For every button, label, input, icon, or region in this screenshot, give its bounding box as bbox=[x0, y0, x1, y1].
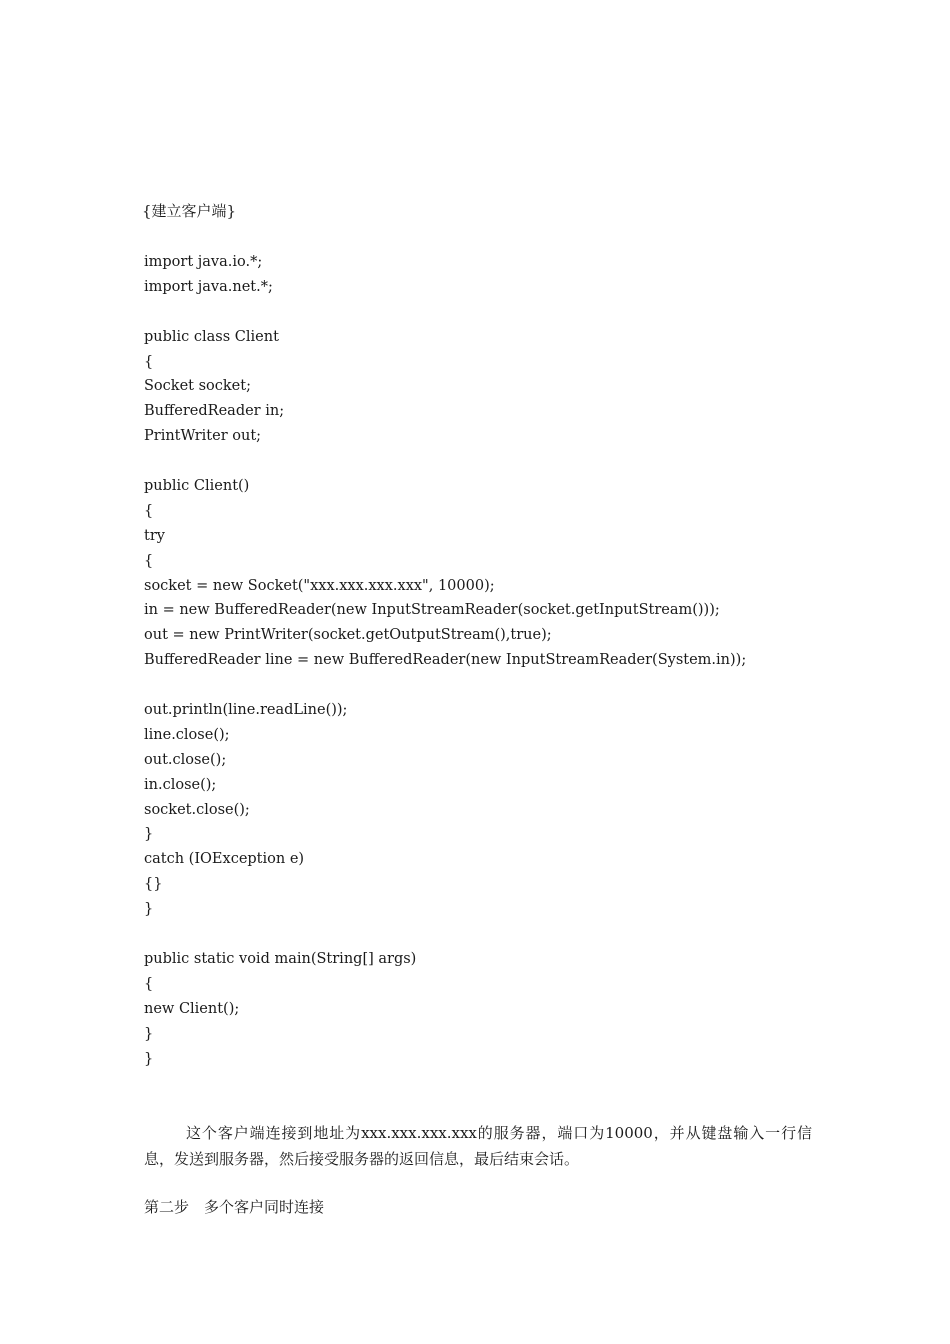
code-line: } bbox=[144, 826, 154, 843]
code-line: { bbox=[144, 552, 154, 569]
code-line: import java.net.*; bbox=[144, 278, 273, 295]
code-line: {} bbox=[144, 876, 163, 893]
code-line: public class Client bbox=[144, 328, 279, 345]
code-line: } bbox=[144, 1025, 154, 1042]
code-line: line.close(); bbox=[144, 726, 230, 743]
code-line: public Client() bbox=[144, 478, 250, 495]
step-heading: 第二步 多个客户同时连接 bbox=[144, 1198, 325, 1216]
code-line: in.close(); bbox=[144, 776, 217, 793]
code-line: try bbox=[144, 527, 165, 544]
code-line: socket = new Socket("xxx.xxx.xxx.xxx", 10000); bbox=[144, 577, 495, 594]
code-line: in = new BufferedReader(new InputStreamReader(socket.getInputStream())); bbox=[144, 602, 720, 619]
code-line: { bbox=[144, 502, 154, 519]
code-line: PrintWriter out; bbox=[144, 428, 262, 445]
code-line: BufferedReader in; bbox=[144, 403, 285, 420]
code-line: { bbox=[144, 353, 154, 370]
code-block bbox=[144, 250, 746, 1071]
code-line: public static void main(String[] args) bbox=[144, 950, 417, 967]
code-line bbox=[144, 449, 746, 474]
description-paragraph: 这个客户端连接到地址为xxx.xxx.xxx.xxx的服务器，端口为10000，并从键盘输入一行信息，发送到服务器，然后接受服务器的返回信息，最后结束会话。 bbox=[144, 1124, 812, 1168]
code-line: import java.io.*; bbox=[144, 254, 263, 270]
code-line: socket.close(); bbox=[144, 801, 250, 818]
code-line bbox=[144, 673, 746, 698]
code-line: out.close(); bbox=[144, 751, 227, 768]
code-line bbox=[144, 922, 746, 947]
code-line: } bbox=[144, 901, 154, 918]
code-line: out = new PrintWriter(socket.getOutputStream(),true); bbox=[144, 627, 552, 644]
code-line: Socket socket; bbox=[144, 378, 251, 395]
code-line bbox=[144, 300, 746, 325]
code-line: catch (IOException e) bbox=[144, 851, 305, 868]
code-line: } bbox=[144, 1050, 154, 1067]
section-heading: {建立客户端} bbox=[142, 202, 237, 220]
code-line: { bbox=[144, 975, 154, 992]
code-line: out.println(line.readLine()); bbox=[144, 702, 348, 719]
code-line: BufferedReader line = new BufferedReader(new InputStreamReader(System.in)); bbox=[144, 652, 747, 669]
code-line: new Client(); bbox=[144, 1000, 240, 1017]
